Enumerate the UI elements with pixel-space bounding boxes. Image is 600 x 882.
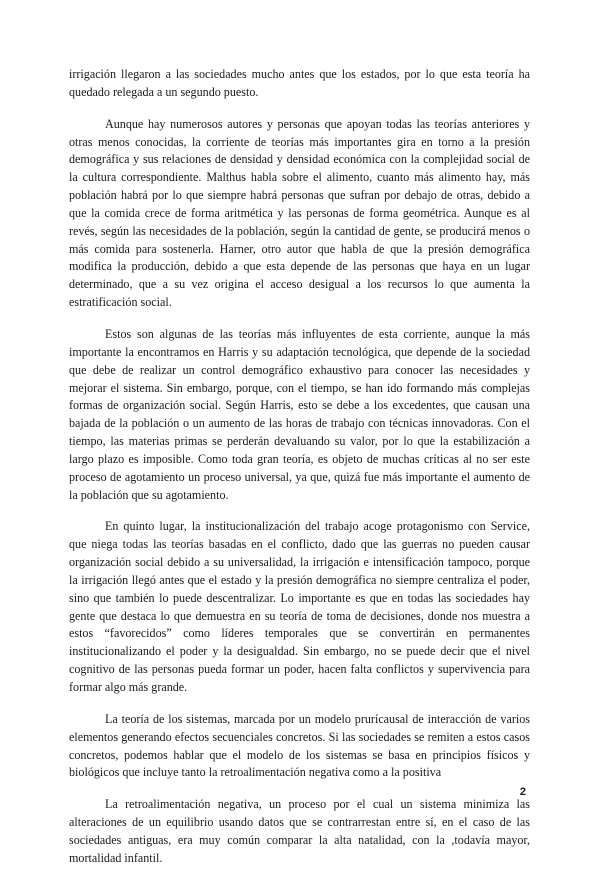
- page-number: 2: [519, 786, 526, 798]
- paragraph-4: En quinto lugar, la institucionalización del trabajo acoge protagonismo con Service, que niega todas las teorías basadas en el conflicto, dado que las guerras no pueden causar organización social debido a su universalidad, la irrigación e intensificación tampoco, porque la irrigación llegó antes que el estado y la presión demográfica no siempre centraliza el poder, sino que también lo puede descentralizar. Lo importante es que en todas las sociedades hay gente que destaca lo que demuestra en su teoría de toma de decisiones, donde nos muestra a estos “favorecidos” como líderes temporales que se convertirán en permanentes institucionalizando el poder y la desigualdad. Sin embargo, no se puede decir que el nivel cognitivo de las personas pueda formar un poder, hacen falta conflictos y supervivencia para formar algo más grande.: [69, 519, 530, 694]
- paragraph-3: Estos son algunas de las teorías más influyentes de esta corriente, aunque la más importante la encontramos en Harris y su adaptación tecnológica, que depende de la sociedad que debe de realizar un control demográfico exhaustivo para conocer las necesidades y mejorar el sistema. Sin embargo, porque, con el tiempo, se han ido formando más complejas formas de organización social. Según Harris, esto se debe a los excedentes, que causan una bajada de la población o un aumento de las horas de trabajo con técnicas innovadoras. Con el tiempo, las materias primas se perderán devaluando su valor, por lo que la estabilización a largo plazo es imposible. Como toda gran teoría, es objeto de muchas críticas al no ser este proceso de agotamiento un proceso universal, ya que, quizá fue más importante el aumento de la población que su agotamiento.: [69, 326, 530, 502]
- paragraph-1: irrigación llegaron a las sociedades mucho antes que los estados, por lo que esta teoría ha quedado relegada a un segundo puesto.: [69, 67, 530, 99]
- paragraph-6: La retroalimentación negativa, un proceso por el cual un sistema minimiza las alteraciones de un equilibrio usando datos que se contrarrestan entre sí, en el caso de las sociedades antiguas, era muy común comparar la alta natalidad, con la ,todavía mayor, mortalidad infantil.: [69, 797, 530, 865]
- document-body: [69, 66, 530, 882]
- paragraph-2: Aunque hay numerosos autores y personas que apoyan todas las teorías anteriores y otras menos conocidas, la corriente de teorías más importantes gira en torno a la presión demográfica y sus relaciones de densidad y densidad económica con la complejidad social de la cultura correspondiente. Malthus habla sobre el alimento, cuanto más alimento hay, más población habrá por lo que siempre habrá personas que sufran por debajo de otras, debido a que la comida crece de forma aritmética y las personas de forma geométrica. Aunque es al revés, según las necesidades de la población, según la cantidad de gente, se producirá menos o más comida para sostenerla. Harner, otro autor que habla de que la presión demográfica modifica la producción, debido a que esta depende de las personas que haya en un lugar determinado, que a su vez origina el acceso desigual a los recursos lo que aumenta la estratificación social.: [69, 116, 530, 310]
- paragraph-5: La teoría de los sistemas, marcada por un modelo prurícausal de interacción de varios elementos generando efectos secuenciales concretos. Si las sociedades se remiten a estos casos concretos, podemos hablar que el modelo de los sistemas se basa en principios físicos y biológicos que incluye tanto la retroalimentación negativa como a la positiva: [69, 711, 530, 780]
